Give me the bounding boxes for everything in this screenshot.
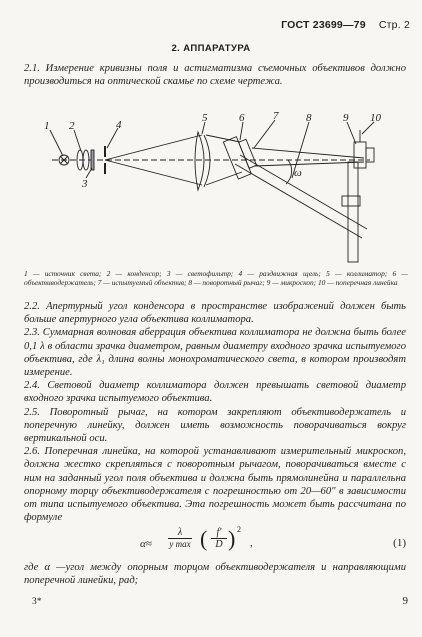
figure-label-3: 3 xyxy=(82,178,88,190)
optical-bench-diagram xyxy=(30,108,400,268)
standard-number: ГОСТ 23699—79 xyxy=(281,19,366,31)
formula-exponent: 2 xyxy=(237,525,241,534)
figure-label-8: 8 xyxy=(306,112,312,124)
signature-mark: 3* xyxy=(32,597,42,607)
leader-7 xyxy=(254,120,275,148)
transverse-ruler xyxy=(348,162,358,262)
page-label: Стр. 2 xyxy=(378,19,410,31)
ray-upper-3 xyxy=(252,148,364,158)
formula-paren-close: ) xyxy=(228,526,236,551)
leader-2 xyxy=(74,130,81,151)
section-title: 2. АППАРАТУРА xyxy=(171,43,251,54)
formula-fraction xyxy=(168,527,192,549)
paragraph-2-1: 2.1. Измерение кривизны поля и астигматизма съемочных объективов должно производиться на оптической скамье по схеме чертежа. xyxy=(24,63,406,88)
paragraph-2-3: 2.3. Суммарная волновая аберрация объектива коллиматора не должна быть более 0,1 λ в области зрачка диаметром, равным диаметру входного зрачка испытуемого объектива, где λ₁ длина волны монохроматического света, в котором производят измерение. xyxy=(24,327,406,379)
figure-label-7: 7 xyxy=(273,110,279,122)
figure-caption: 1 — источник света; 2 — конденсор; 3 — светофильтр; 4 — раздвижная щель; 5 — коллиматор; 6 — объективодержатель; 7 — испытуемый объектив; 8 — поворотный рычаг; 9 — микроскоп; 10 — поперечная линейка xyxy=(24,269,408,287)
formula-numerator: λ xyxy=(168,527,192,539)
paragraph-2-4: 2.4. Световой диаметр коллиматора должен превышать световой диаметр входного зрачка испытуемого объектива. xyxy=(24,380,406,405)
ray-upper-1 xyxy=(105,135,202,160)
formula-denominator: y max xyxy=(169,539,191,549)
paragraphs-2-2-to-2-6 xyxy=(24,300,406,524)
light-filter xyxy=(91,150,94,170)
figure-label-10: 10 xyxy=(370,112,381,124)
tested-objective xyxy=(239,139,257,168)
formula-inner-numerator: f′ xyxy=(211,527,227,539)
formula-1 xyxy=(140,527,410,563)
paragraph-2-2: 2.2. Апертурный угол конденсора в пространстве изображений должен быть больше апертурного угла объектива коллиматора. xyxy=(24,301,406,326)
formula-comma: , xyxy=(250,537,253,549)
optical-scheme-svg xyxy=(30,108,400,268)
figure-label-6: 6 xyxy=(239,112,245,124)
leader-1 xyxy=(50,130,63,156)
collimator-lens-rear xyxy=(204,135,210,187)
microscope-body xyxy=(354,142,366,168)
figure-label-5: 5 xyxy=(202,112,208,124)
leader-6 xyxy=(240,122,243,140)
angle-omega-label: ω xyxy=(294,167,302,179)
figure-label-2: 2 xyxy=(69,120,75,132)
formula-inner-fraction xyxy=(211,527,227,550)
leader-9 xyxy=(347,122,356,144)
figure-label-9: 9 xyxy=(343,112,349,124)
ray-lower-1 xyxy=(105,160,202,185)
collimator-lens xyxy=(195,132,204,190)
formula-lhs: α≈ xyxy=(140,538,152,550)
figure-label-1: 1 xyxy=(44,120,50,132)
ruler-clamp xyxy=(342,196,360,206)
angle-arc xyxy=(286,160,292,184)
ray-lower-3 xyxy=(254,162,364,166)
page-number: 9 xyxy=(402,595,408,607)
page-header xyxy=(281,19,410,31)
paragraph-2-6: 2.6. Поперечная линейка, на которой устанавливают измерительный микроскоп, должна жестко скрепляться с поворотным рычагом, поворачиваться вместе с ним на заданный угол поля объектива и должна быть прямолинейна и параллельна опорному торцу объективодержателя с погрешностью от 20—60″ в зависимости от типа испытуемого объектива. Эта погрешность может быть рассчитана по формуле xyxy=(24,446,406,524)
formula-paren-open: ( xyxy=(200,526,208,551)
figure-label-4: 4 xyxy=(116,119,122,131)
formula-number: (1) xyxy=(393,537,406,549)
formula-inner-denominator: D xyxy=(215,539,223,550)
leader-4 xyxy=(107,128,118,148)
formula-explanation: где α —угол между опорным торцом объективодержателя и направляющими поперечной линейки, рад; xyxy=(24,562,406,587)
ray-upper-2 xyxy=(206,135,240,142)
paragraph-2-5: 2.5. Поворотный рычаг, на котором закрепляют объективодержатель и поперечную линейку, должен иметь возможность поворачиваться вокруг вертикальной оси. xyxy=(24,406,406,445)
